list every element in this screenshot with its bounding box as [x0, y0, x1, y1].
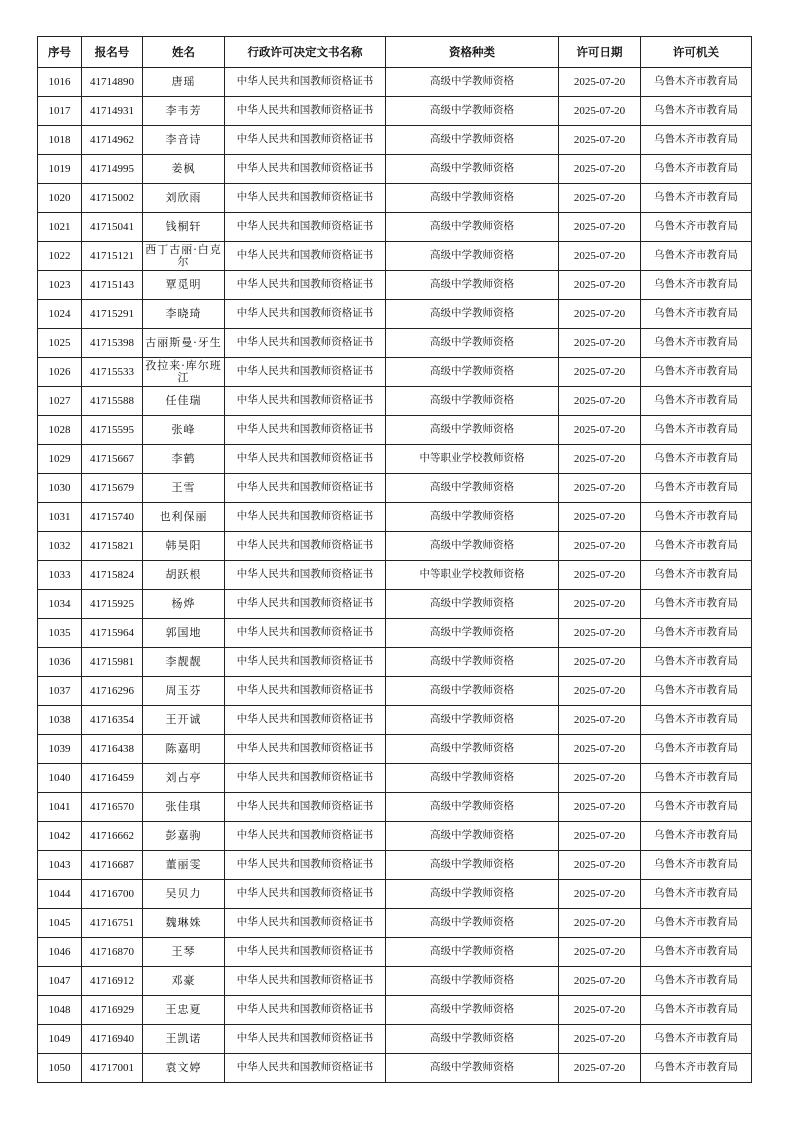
- cell-date: 2025-07-20: [559, 445, 641, 474]
- table-row: [38, 416, 752, 445]
- cell-seq: 1048: [38, 996, 82, 1025]
- cell-date: 2025-07-20: [559, 967, 641, 996]
- cell-authority: 乌鲁木齐市教育局: [641, 97, 752, 126]
- cell-doc-name: 中华人民共和国教师资格证书: [225, 329, 386, 358]
- cell-seq: 1026: [38, 358, 82, 387]
- cell-qual-type: 高级中学教师资格: [386, 184, 559, 213]
- cell-seq: 1047: [38, 967, 82, 996]
- table-row: [38, 938, 752, 967]
- cell-date: 2025-07-20: [559, 300, 641, 329]
- cell-reg-no: 41717001: [82, 1054, 143, 1083]
- cell-doc-name: 中华人民共和国教师资格证书: [225, 387, 386, 416]
- cell-date: 2025-07-20: [559, 851, 641, 880]
- cell-name: 杨烨: [143, 590, 225, 619]
- cell-authority: 乌鲁木齐市教育局: [641, 851, 752, 880]
- cell-qual-type: 高级中学教师资格: [386, 735, 559, 764]
- cell-doc-name: 中华人民共和国教师资格证书: [225, 561, 386, 590]
- cell-name: 王凯诺: [143, 1025, 225, 1054]
- cell-name: 陈嘉明: [143, 735, 225, 764]
- table-row: [38, 822, 752, 851]
- cell-reg-no: 41716929: [82, 996, 143, 1025]
- table-header-row: [38, 37, 752, 68]
- cell-seq: 1018: [38, 126, 82, 155]
- table-row: [38, 677, 752, 706]
- cell-authority: 乌鲁木齐市教育局: [641, 1054, 752, 1083]
- cell-qual-type: 高级中学教师资格: [386, 793, 559, 822]
- cell-qual-type: 中等职业学校教师资格: [386, 561, 559, 590]
- cell-authority: 乌鲁木齐市教育局: [641, 329, 752, 358]
- cell-name: 韩昊阳: [143, 532, 225, 561]
- cell-qual-type: 高级中学教师资格: [386, 851, 559, 880]
- cell-name: 任佳瑞: [143, 387, 225, 416]
- cell-qual-type: 高级中学教师资格: [386, 909, 559, 938]
- cell-seq: 1020: [38, 184, 82, 213]
- cell-qual-type: 高级中学教师资格: [386, 155, 559, 184]
- cell-name: 西丁古丽·白克尔: [143, 242, 225, 271]
- cell-qual-type: 高级中学教师资格: [386, 677, 559, 706]
- cell-reg-no: 41716354: [82, 706, 143, 735]
- cell-authority: 乌鲁木齐市教育局: [641, 764, 752, 793]
- table-row: [38, 358, 752, 387]
- cell-reg-no: 41714890: [82, 68, 143, 97]
- cell-seq: 1045: [38, 909, 82, 938]
- cell-authority: 乌鲁木齐市教育局: [641, 271, 752, 300]
- table-row: [38, 242, 752, 271]
- cell-date: 2025-07-20: [559, 793, 641, 822]
- cell-qual-type: 高级中学教师资格: [386, 996, 559, 1025]
- cell-reg-no: 41715595: [82, 416, 143, 445]
- cell-date: 2025-07-20: [559, 619, 641, 648]
- cell-date: 2025-07-20: [559, 68, 641, 97]
- cell-reg-no: 41716296: [82, 677, 143, 706]
- cell-doc-name: 中华人民共和国教师资格证书: [225, 793, 386, 822]
- cell-qual-type: 高级中学教师资格: [386, 387, 559, 416]
- cell-reg-no: 41716940: [82, 1025, 143, 1054]
- cell-seq: 1036: [38, 648, 82, 677]
- cell-doc-name: 中华人民共和国教师资格证书: [225, 532, 386, 561]
- cell-authority: 乌鲁木齐市教育局: [641, 242, 752, 271]
- cell-qual-type: 高级中学教师资格: [386, 1054, 559, 1083]
- cell-reg-no: 41714931: [82, 97, 143, 126]
- cell-reg-no: 41715821: [82, 532, 143, 561]
- cell-authority: 乌鲁木齐市教育局: [641, 532, 752, 561]
- cell-date: 2025-07-20: [559, 590, 641, 619]
- cell-qual-type: 高级中学教师资格: [386, 358, 559, 387]
- cell-seq: 1044: [38, 880, 82, 909]
- cell-authority: 乌鲁木齐市教育局: [641, 619, 752, 648]
- table-row: [38, 967, 752, 996]
- cell-seq: 1043: [38, 851, 82, 880]
- cell-qual-type: 高级中学教师资格: [386, 764, 559, 793]
- cell-name: 刘欣雨: [143, 184, 225, 213]
- cell-date: 2025-07-20: [559, 648, 641, 677]
- cell-date: 2025-07-20: [559, 503, 641, 532]
- cell-authority: 乌鲁木齐市教育局: [641, 561, 752, 590]
- table-row: [38, 532, 752, 561]
- cell-doc-name: 中华人民共和国教师资格证书: [225, 416, 386, 445]
- header-reg-no: 报名号: [82, 37, 143, 68]
- cell-authority: 乌鲁木齐市教育局: [641, 793, 752, 822]
- cell-seq: 1032: [38, 532, 82, 561]
- cell-name: 邓豪: [143, 967, 225, 996]
- table-row: [38, 909, 752, 938]
- cell-doc-name: 中华人民共和国教师资格证书: [225, 184, 386, 213]
- cell-name: 王忠夏: [143, 996, 225, 1025]
- cell-seq: 1041: [38, 793, 82, 822]
- table-row: [38, 213, 752, 242]
- cell-doc-name: 中华人民共和国教师资格证书: [225, 126, 386, 155]
- cell-doc-name: 中华人民共和国教师资格证书: [225, 735, 386, 764]
- cell-qual-type: 高级中学教师资格: [386, 967, 559, 996]
- cell-qual-type: 高级中学教师资格: [386, 242, 559, 271]
- cell-authority: 乌鲁木齐市教育局: [641, 822, 752, 851]
- table-row: [38, 880, 752, 909]
- cell-reg-no: 41715121: [82, 242, 143, 271]
- cell-seq: 1028: [38, 416, 82, 445]
- cell-doc-name: 中华人民共和国教师资格证书: [225, 474, 386, 503]
- cell-seq: 1049: [38, 1025, 82, 1054]
- cell-name: 周玉芬: [143, 677, 225, 706]
- table-row: [38, 648, 752, 677]
- cell-authority: 乌鲁木齐市教育局: [641, 648, 752, 677]
- header-seq: 序号: [38, 37, 82, 68]
- cell-reg-no: 41715981: [82, 648, 143, 677]
- table-body: [38, 68, 752, 1083]
- cell-name: 李韦芳: [143, 97, 225, 126]
- cell-date: 2025-07-20: [559, 677, 641, 706]
- cell-authority: 乌鲁木齐市教育局: [641, 68, 752, 97]
- cell-authority: 乌鲁木齐市教育局: [641, 213, 752, 242]
- cell-qual-type: 高级中学教师资格: [386, 474, 559, 503]
- cell-name: 唐瑶: [143, 68, 225, 97]
- cell-date: 2025-07-20: [559, 271, 641, 300]
- cell-name: 李晓琦: [143, 300, 225, 329]
- license-table-page: [37, 36, 752, 1083]
- cell-doc-name: 中华人民共和国教师资格证书: [225, 1054, 386, 1083]
- cell-qual-type: 高级中学教师资格: [386, 213, 559, 242]
- cell-reg-no: 41715291: [82, 300, 143, 329]
- cell-qual-type: 高级中学教师资格: [386, 329, 559, 358]
- table-row: [38, 851, 752, 880]
- cell-date: 2025-07-20: [559, 561, 641, 590]
- cell-reg-no: 41715667: [82, 445, 143, 474]
- cell-authority: 乌鲁木齐市教育局: [641, 358, 752, 387]
- table-row: [38, 619, 752, 648]
- cell-doc-name: 中华人民共和国教师资格证书: [225, 271, 386, 300]
- cell-doc-name: 中华人民共和国教师资格证书: [225, 822, 386, 851]
- cell-doc-name: 中华人民共和国教师资格证书: [225, 851, 386, 880]
- cell-date: 2025-07-20: [559, 213, 641, 242]
- cell-authority: 乌鲁木齐市教育局: [641, 706, 752, 735]
- cell-name: 袁文婷: [143, 1054, 225, 1083]
- cell-name: 彭嘉驹: [143, 822, 225, 851]
- cell-name: 董丽雯: [143, 851, 225, 880]
- cell-date: 2025-07-20: [559, 1025, 641, 1054]
- cell-reg-no: 41715964: [82, 619, 143, 648]
- cell-reg-no: 41714995: [82, 155, 143, 184]
- table-row: [38, 271, 752, 300]
- cell-authority: 乌鲁木齐市教育局: [641, 735, 752, 764]
- cell-date: 2025-07-20: [559, 242, 641, 271]
- cell-authority: 乌鲁木齐市教育局: [641, 880, 752, 909]
- cell-reg-no: 41716459: [82, 764, 143, 793]
- cell-authority: 乌鲁木齐市教育局: [641, 909, 752, 938]
- cell-qual-type: 高级中学教师资格: [386, 503, 559, 532]
- table-row: [38, 503, 752, 532]
- cell-doc-name: 中华人民共和国教师资格证书: [225, 706, 386, 735]
- cell-doc-name: 中华人民共和国教师资格证书: [225, 880, 386, 909]
- cell-reg-no: 41716700: [82, 880, 143, 909]
- cell-seq: 1022: [38, 242, 82, 271]
- table-row: [38, 329, 752, 358]
- cell-reg-no: 41715143: [82, 271, 143, 300]
- cell-doc-name: 中华人民共和国教师资格证书: [225, 590, 386, 619]
- cell-date: 2025-07-20: [559, 184, 641, 213]
- cell-qual-type: 高级中学教师资格: [386, 938, 559, 967]
- cell-authority: 乌鲁木齐市教育局: [641, 967, 752, 996]
- cell-date: 2025-07-20: [559, 938, 641, 967]
- cell-authority: 乌鲁木齐市教育局: [641, 474, 752, 503]
- cell-seq: 1019: [38, 155, 82, 184]
- cell-authority: 乌鲁木齐市教育局: [641, 503, 752, 532]
- cell-qual-type: 高级中学教师资格: [386, 97, 559, 126]
- cell-reg-no: 41715041: [82, 213, 143, 242]
- cell-reg-no: 41715398: [82, 329, 143, 358]
- table-row: [38, 445, 752, 474]
- table-row: [38, 1054, 752, 1083]
- cell-seq: 1021: [38, 213, 82, 242]
- table-row: [38, 474, 752, 503]
- cell-reg-no: 41716570: [82, 793, 143, 822]
- cell-qual-type: 高级中学教师资格: [386, 271, 559, 300]
- cell-seq: 1050: [38, 1054, 82, 1083]
- cell-qual-type: 中等职业学校教师资格: [386, 445, 559, 474]
- table-row: [38, 97, 752, 126]
- license-table: [37, 36, 752, 1083]
- cell-date: 2025-07-20: [559, 1054, 641, 1083]
- cell-date: 2025-07-20: [559, 358, 641, 387]
- cell-date: 2025-07-20: [559, 474, 641, 503]
- cell-reg-no: 41716751: [82, 909, 143, 938]
- cell-name: 李靓靓: [143, 648, 225, 677]
- cell-doc-name: 中华人民共和国教师资格证书: [225, 938, 386, 967]
- cell-seq: 1038: [38, 706, 82, 735]
- cell-reg-no: 41715824: [82, 561, 143, 590]
- header-name: 姓名: [143, 37, 225, 68]
- table-row: [38, 68, 752, 97]
- cell-authority: 乌鲁木齐市教育局: [641, 184, 752, 213]
- cell-authority: 乌鲁木齐市教育局: [641, 677, 752, 706]
- table-row: [38, 996, 752, 1025]
- cell-authority: 乌鲁木齐市教育局: [641, 1025, 752, 1054]
- header-qual-type: 资格种类: [386, 37, 559, 68]
- cell-date: 2025-07-20: [559, 387, 641, 416]
- cell-qual-type: 高级中学教师资格: [386, 1025, 559, 1054]
- cell-seq: 1030: [38, 474, 82, 503]
- cell-qual-type: 高级中学教师资格: [386, 590, 559, 619]
- cell-name: 魏琳姝: [143, 909, 225, 938]
- cell-seq: 1037: [38, 677, 82, 706]
- cell-doc-name: 中华人民共和国教师资格证书: [225, 996, 386, 1025]
- cell-seq: 1039: [38, 735, 82, 764]
- table-row: [38, 764, 752, 793]
- cell-doc-name: 中华人民共和国教师资格证书: [225, 300, 386, 329]
- cell-doc-name: 中华人民共和国教师资格证书: [225, 68, 386, 97]
- cell-name: 张佳琪: [143, 793, 225, 822]
- cell-name: 张峰: [143, 416, 225, 445]
- cell-authority: 乌鲁木齐市教育局: [641, 938, 752, 967]
- cell-qual-type: 高级中学教师资格: [386, 416, 559, 445]
- cell-date: 2025-07-20: [559, 329, 641, 358]
- cell-seq: 1016: [38, 68, 82, 97]
- cell-doc-name: 中华人民共和国教师资格证书: [225, 967, 386, 996]
- cell-name: 钱桐轩: [143, 213, 225, 242]
- cell-qual-type: 高级中学教师资格: [386, 706, 559, 735]
- cell-seq: 1031: [38, 503, 82, 532]
- cell-authority: 乌鲁木齐市教育局: [641, 590, 752, 619]
- cell-date: 2025-07-20: [559, 126, 641, 155]
- cell-qual-type: 高级中学教师资格: [386, 648, 559, 677]
- cell-qual-type: 高级中学教师资格: [386, 532, 559, 561]
- cell-date: 2025-07-20: [559, 996, 641, 1025]
- cell-reg-no: 41715002: [82, 184, 143, 213]
- cell-doc-name: 中华人民共和国教师资格证书: [225, 677, 386, 706]
- cell-date: 2025-07-20: [559, 880, 641, 909]
- cell-doc-name: 中华人民共和国教师资格证书: [225, 445, 386, 474]
- cell-qual-type: 高级中学教师资格: [386, 880, 559, 909]
- cell-seq: 1035: [38, 619, 82, 648]
- cell-seq: 1024: [38, 300, 82, 329]
- cell-date: 2025-07-20: [559, 416, 641, 445]
- cell-doc-name: 中华人民共和国教师资格证书: [225, 648, 386, 677]
- cell-name: 古丽斯曼·牙生: [143, 329, 225, 358]
- cell-reg-no: 41716687: [82, 851, 143, 880]
- cell-doc-name: 中华人民共和国教师资格证书: [225, 213, 386, 242]
- table-row: [38, 155, 752, 184]
- cell-reg-no: 41715925: [82, 590, 143, 619]
- cell-date: 2025-07-20: [559, 97, 641, 126]
- cell-doc-name: 中华人民共和国教师资格证书: [225, 358, 386, 387]
- cell-seq: 1042: [38, 822, 82, 851]
- cell-seq: 1034: [38, 590, 82, 619]
- cell-authority: 乌鲁木齐市教育局: [641, 126, 752, 155]
- cell-doc-name: 中华人民共和国教师资格证书: [225, 155, 386, 184]
- cell-name: 吴贝力: [143, 880, 225, 909]
- cell-name: 覃觅明: [143, 271, 225, 300]
- cell-name: 姜枫: [143, 155, 225, 184]
- table-row: [38, 793, 752, 822]
- cell-authority: 乌鲁木齐市教育局: [641, 387, 752, 416]
- cell-authority: 乌鲁木齐市教育局: [641, 416, 752, 445]
- cell-name: 王琴: [143, 938, 225, 967]
- cell-seq: 1017: [38, 97, 82, 126]
- cell-reg-no: 41715740: [82, 503, 143, 532]
- cell-date: 2025-07-20: [559, 735, 641, 764]
- table-row: [38, 184, 752, 213]
- cell-seq: 1046: [38, 938, 82, 967]
- cell-reg-no: 41716438: [82, 735, 143, 764]
- cell-reg-no: 41715679: [82, 474, 143, 503]
- cell-name: 李鹤: [143, 445, 225, 474]
- table-row: [38, 126, 752, 155]
- cell-seq: 1027: [38, 387, 82, 416]
- table-row: [38, 561, 752, 590]
- cell-name: 孜拉来·库尔班江: [143, 358, 225, 387]
- cell-reg-no: 41716662: [82, 822, 143, 851]
- cell-reg-no: 41714962: [82, 126, 143, 155]
- cell-doc-name: 中华人民共和国教师资格证书: [225, 242, 386, 271]
- table-row: [38, 590, 752, 619]
- cell-reg-no: 41716912: [82, 967, 143, 996]
- cell-date: 2025-07-20: [559, 909, 641, 938]
- cell-qual-type: 高级中学教师资格: [386, 619, 559, 648]
- header-doc-name: 行政许可决定文书名称: [225, 37, 386, 68]
- table-row: [38, 735, 752, 764]
- cell-date: 2025-07-20: [559, 532, 641, 561]
- cell-name: 郭国地: [143, 619, 225, 648]
- cell-doc-name: 中华人民共和国教师资格证书: [225, 503, 386, 532]
- cell-doc-name: 中华人民共和国教师资格证书: [225, 764, 386, 793]
- cell-authority: 乌鲁木齐市教育局: [641, 996, 752, 1025]
- cell-qual-type: 高级中学教师资格: [386, 126, 559, 155]
- cell-name: 王开诚: [143, 706, 225, 735]
- cell-doc-name: 中华人民共和国教师资格证书: [225, 909, 386, 938]
- cell-name: 李音诗: [143, 126, 225, 155]
- cell-date: 2025-07-20: [559, 764, 641, 793]
- cell-date: 2025-07-20: [559, 155, 641, 184]
- cell-reg-no: 41715588: [82, 387, 143, 416]
- cell-date: 2025-07-20: [559, 706, 641, 735]
- cell-authority: 乌鲁木齐市教育局: [641, 300, 752, 329]
- table-row: [38, 300, 752, 329]
- cell-qual-type: 高级中学教师资格: [386, 300, 559, 329]
- header-authority: 许可机关: [641, 37, 752, 68]
- cell-seq: 1040: [38, 764, 82, 793]
- table-row: [38, 387, 752, 416]
- table-row: [38, 1025, 752, 1054]
- cell-qual-type: 高级中学教师资格: [386, 822, 559, 851]
- cell-qual-type: 高级中学教师资格: [386, 68, 559, 97]
- header-date: 许可日期: [559, 37, 641, 68]
- cell-reg-no: 41715533: [82, 358, 143, 387]
- cell-seq: 1033: [38, 561, 82, 590]
- cell-seq: 1023: [38, 271, 82, 300]
- cell-name: 胡跃根: [143, 561, 225, 590]
- cell-authority: 乌鲁木齐市教育局: [641, 155, 752, 184]
- cell-doc-name: 中华人民共和国教师资格证书: [225, 97, 386, 126]
- cell-doc-name: 中华人民共和国教师资格证书: [225, 619, 386, 648]
- cell-doc-name: 中华人民共和国教师资格证书: [225, 1025, 386, 1054]
- cell-seq: 1025: [38, 329, 82, 358]
- cell-date: 2025-07-20: [559, 822, 641, 851]
- table-row: [38, 706, 752, 735]
- cell-authority: 乌鲁木齐市教育局: [641, 445, 752, 474]
- cell-name: 也利保丽: [143, 503, 225, 532]
- cell-seq: 1029: [38, 445, 82, 474]
- cell-name: 刘占亭: [143, 764, 225, 793]
- cell-name: 王雪: [143, 474, 225, 503]
- cell-reg-no: 41716870: [82, 938, 143, 967]
